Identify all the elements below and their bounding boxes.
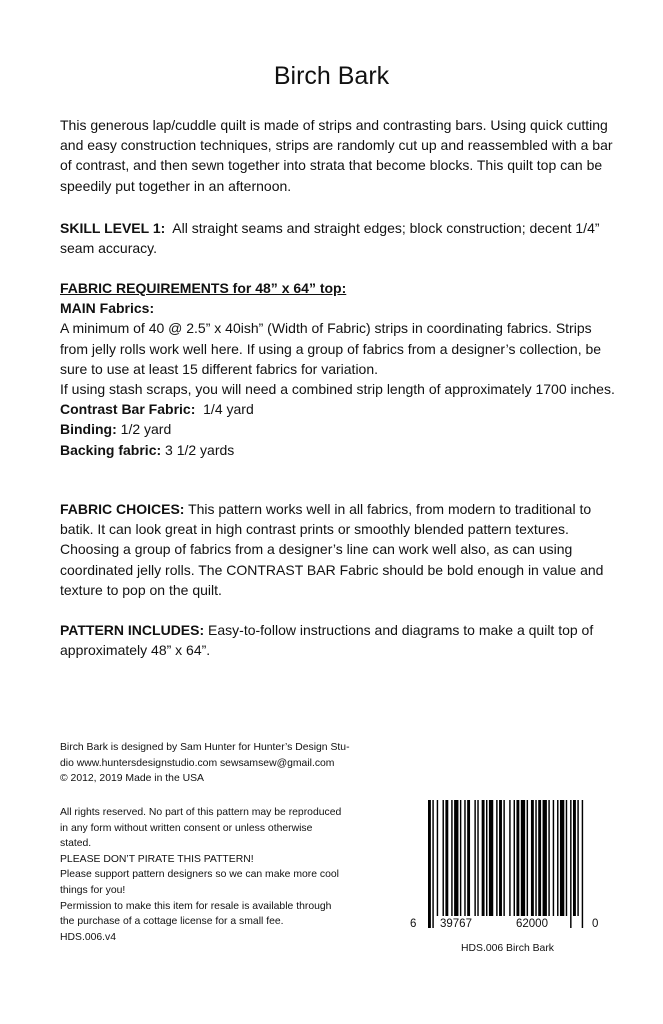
barcode-bar (543, 800, 547, 916)
barcode-bar (460, 800, 461, 916)
barcode-bar (428, 800, 431, 928)
barcode-bar (582, 800, 583, 928)
main-fabrics-text: A minimum of 40 @ 2.5” x 40ish” (Width of Fabric) strips in coordinating fabrics. Strips from jelly rolls work well here. If using a group of fabrics from a designer’s collection, be sure to use at least 15 different fabrics for variation. (60, 320, 602, 377)
barcode-bar (437, 800, 438, 916)
barcode-bar (503, 800, 504, 916)
barcode-caption: HDS.006 Birch Bark (461, 943, 554, 954)
barcode-bars (428, 800, 588, 928)
skill-text: All straight seams and straight edges; block construction; decent 1/4” seam accuracy. (60, 220, 600, 257)
rights-line: PLEASE DON’T PIRATE THIS PATTERN! (60, 853, 254, 865)
pattern-includes-label: PATTERN INCLUDES: (60, 622, 205, 638)
barcode-bar (535, 800, 536, 916)
pattern-includes-section (60, 620, 620, 660)
credits-line: dio www.huntersdesignstudio.com sewsamsew@gmail.com (60, 757, 335, 769)
barcode-bar (464, 800, 465, 916)
backing-value: 3 1/2 yards (165, 441, 235, 458)
barcode-bar (454, 800, 458, 916)
skill-level-section (60, 218, 620, 258)
skill-label: SKILL LEVEL 1: (60, 220, 166, 236)
contrast-value: 1/4 yard (203, 401, 254, 418)
fabric-choices-section (60, 499, 620, 600)
barcode-bar (467, 800, 470, 916)
rights-line: the purchase of a cottage license for a small fee. (60, 916, 284, 928)
barcode-bar (521, 800, 525, 916)
barcode-bar (557, 800, 558, 916)
barcode-bar (527, 800, 528, 916)
barcode-bar (566, 800, 567, 916)
fabric-requirements-section (60, 278, 620, 460)
credits-line: Birch Bark is designed by Sam Hunter for Hunter’s Design Stu- (60, 742, 350, 753)
intro-paragraph (60, 115, 620, 196)
barcode-bar (486, 800, 487, 916)
barcode-bar (489, 800, 493, 916)
barcode-right-group: 62000 (516, 918, 548, 930)
rights-line: HDS.006.v4 (60, 931, 117, 943)
rights-line: Permission to make this item for resale is available through (60, 900, 332, 912)
barcode-bar (443, 800, 444, 916)
barcode-bar (560, 800, 564, 916)
barcode-bar (432, 800, 433, 928)
barcode-bar (514, 800, 515, 916)
barcode-bar (548, 800, 549, 916)
barcode-bar (496, 800, 497, 916)
barcode-bar (509, 800, 510, 916)
barcode-bar (570, 800, 571, 928)
barcode-bar (538, 800, 541, 916)
barcode-bar (499, 800, 502, 916)
barcode-first-digit: 6 (410, 918, 417, 930)
fabric-choices-text: This pattern works well in all fabrics, from modern to traditional to batik. It can look great in high contrast prints or smoothly blended pattern textures. Choosing a group of fabrics from a designer’s line can work well also, as can using coordinated jelly rolls. The CONTRAST BAR Fabric should be bold enough in value and texture to pop on the quilt. (60, 501, 604, 598)
backing-label: Backing fabric: (60, 441, 162, 458)
intro-text: This generous lap/cuddle quilt is made of strips and contrasting bars. Using quick cutting and easy construction techniques, strips are randomly cut up and reassembled with a bar of contrast, and then sewn together into strata that become blocks. This quilt top can be speedily put together in an afternoon. (60, 117, 613, 194)
rights-line: Please support pattern designers so we can make more cool (60, 869, 339, 881)
barcode-bar (531, 800, 534, 916)
barcode (408, 800, 608, 960)
barcode-bar (451, 800, 452, 916)
barcode-bar (553, 800, 554, 916)
barcode-bar (477, 800, 478, 916)
fabric-requirements-heading: FABRIC REQUIREMENTS for 48” x 64” top: (60, 280, 347, 296)
binding-value: 1/2 yard (120, 421, 172, 438)
barcode-bar (445, 800, 448, 916)
barcode-bar (516, 800, 519, 916)
main-fabrics-label: MAIN Fabrics: (60, 300, 155, 317)
rights-line: in any form without written consent or unless otherwise (60, 822, 313, 834)
stash-scraps-text: If using stash scraps, you will need a combined strip length of approximately 1700 inches. (60, 381, 615, 398)
credits-block (60, 740, 400, 787)
rights-line: things for you! (60, 884, 126, 896)
rights-line: stated. (60, 838, 92, 850)
barcode-left-group: 39767 (440, 918, 472, 930)
barcode-bar (482, 800, 485, 916)
binding-label: Binding: (60, 421, 117, 438)
barcode-last-digit: 0 (592, 918, 599, 930)
barcode-bar (474, 800, 475, 916)
contrast-label: Contrast Bar Fabric: (60, 401, 196, 418)
rights-block (60, 805, 400, 945)
barcode-bar (573, 800, 576, 916)
credits-line: © 2012, 2019 Made in the USA (60, 773, 204, 785)
fabric-choices-label: FABRIC CHOICES: (60, 501, 185, 517)
pattern-includes-text: Easy-to-follow instructions and diagrams to make a quilt top of approximately 48” x 64”. (60, 622, 594, 659)
page-title: Birch Bark (273, 62, 390, 90)
barcode-bar (577, 800, 578, 916)
rights-line: All rights reserved. No part of this pattern may be reproduced (60, 807, 342, 818)
